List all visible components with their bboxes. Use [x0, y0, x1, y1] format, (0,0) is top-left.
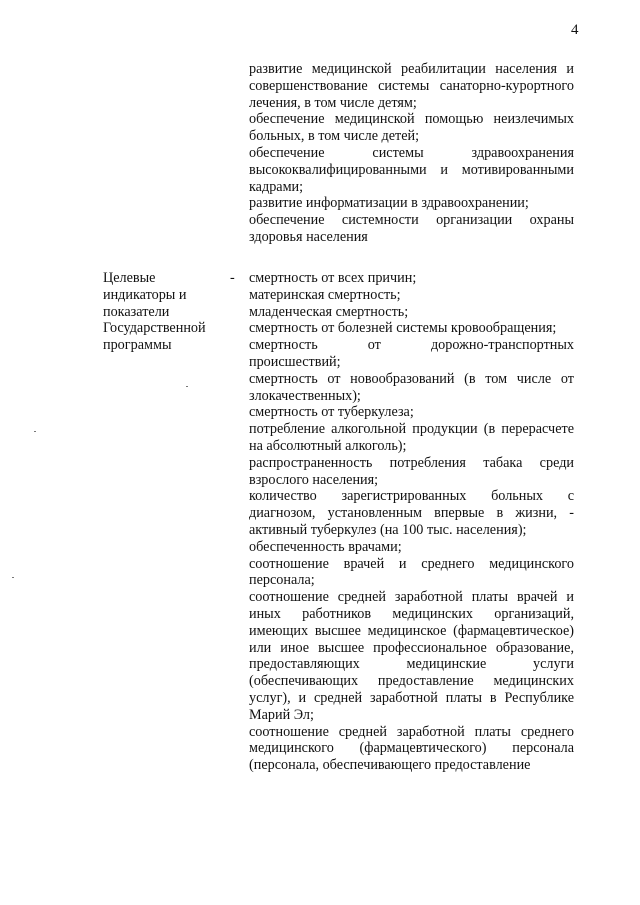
task-item: обеспечение медицинской помощью неизлечимых больных, в том числе детей; — [249, 111, 574, 145]
indicator-item: смертность от дорожно-транспортных происшествий; — [249, 337, 574, 370]
indicator-item: смертность от новообразований (в том числе от злокачественных); — [249, 370, 574, 404]
section-dash: - — [230, 270, 235, 286]
indicator-item: соотношение средней заработной платы среднего медицинского (фармацевтического) персонала (персонала, обеспечивающего предоставление — [249, 723, 574, 774]
indicator-item: распространенность потребления табака среди взрослого населения; — [249, 454, 574, 488]
page-number: 4 — [571, 22, 579, 38]
indicator-item: потребление алкогольной продукции (в перерасчете на абсолютный алкоголь); — [249, 421, 574, 454]
indicator-item: соотношение врачей и среднего медицинского персонала; — [249, 555, 574, 589]
section-label: Целевые индикаторы и показатели Государственной программы — [103, 270, 206, 354]
indicator-item: обеспеченность врачами; — [249, 538, 402, 555]
indicator-item: младенческая смертность; — [249, 303, 409, 320]
indicator-item: смертность от всех причин; — [249, 270, 417, 286]
scan-speck — [34, 431, 36, 432]
indicators-list — [249, 270, 574, 774]
task-item: развитие информатизации в здравоохранении; — [249, 195, 529, 212]
task-item: развитие медицинской реабилитации населения и совершенствование системы санаторно-курортного лечения, в том числе детям; — [249, 61, 574, 111]
indicator-item: материнская смертность; — [249, 286, 401, 303]
scan-speck — [12, 577, 14, 578]
tasks-continuation — [249, 61, 574, 246]
scan-speck — [186, 386, 188, 387]
indicator-item: соотношение средней заработной платы врачей и иных работников медицинских организаций, имеющих высшее медицинское (фармацевтическое) или иное высшее профессиональное образование, предоставляющих медицинские услуги (обеспечивающих предоставление медицинских услуг), и средней заработной платы в Республике Марий Эл; — [249, 589, 574, 723]
indicator-item: смертность от туберкулеза; — [249, 404, 414, 421]
task-item: обеспечение системы здравоохранения высококвалифицированными и мотивированными кадрами; — [249, 144, 574, 195]
task-item: обеспечение системности организации охраны здоровья населения — [249, 212, 574, 245]
indicator-item: смертность от болезней системы кровообращения; — [249, 320, 557, 337]
indicator-item: количество зарегистрированных больных с диагнозом, установленным впервые в жизни, - активный туберкулез (на 100 тыс. населения); — [249, 488, 574, 538]
